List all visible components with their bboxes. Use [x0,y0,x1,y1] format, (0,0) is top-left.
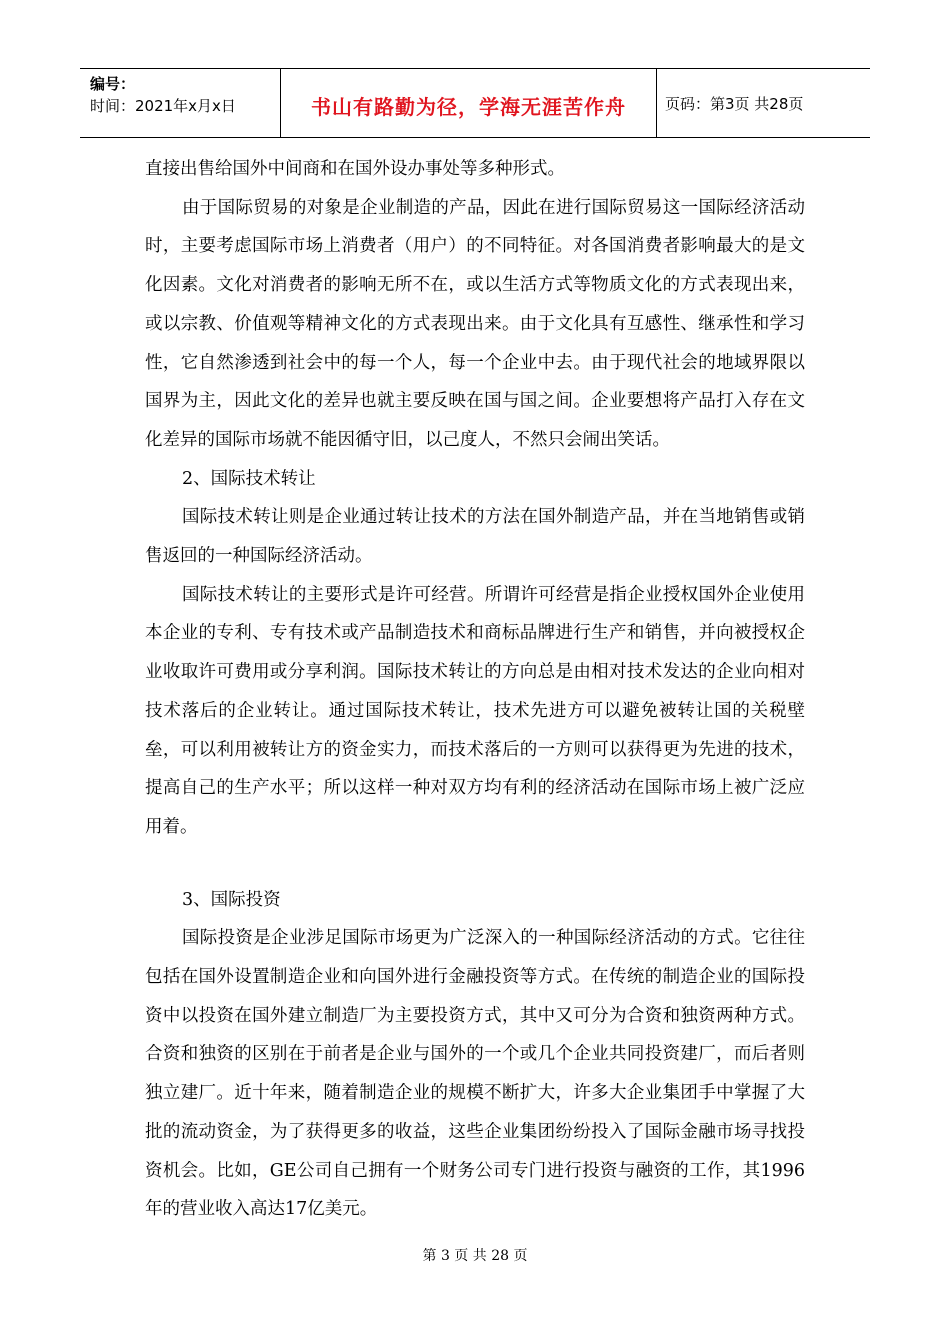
header-info-cell [80,69,281,137]
paragraph-international-investment: 国际投资是企业涉足国际市场更为广泛深入的一种国际经济活动的方式。它往往包括在国外设置制造企业和向国外进行金融投资等方式。在传统的制造企业的国际投资中以投资在国外建立制造厂为主要投资方式，其中又可分为合资和独资两种方式。合资和独资的区别在于前者是企业与国外的一个或几个企业共同投资建厂，而后者则独立建厂。近十年来，随着制造企业的规模不断扩大，许多大企业集团手中掌握了大批的流动资金，为了获得更多的收益，这些企业集团纷纷投入了国际金融市场寻找投资机会。比如，GE公司自己拥有一个财务公司专门进行投资与融资的工作，其1996年的营业收入高达17亿美元。 [145,928,805,1220]
section-heading-technology-transfer: 2、国际技术转让 [182,468,316,489]
header-motto-cell [281,69,657,137]
header-motto: 书山有路勤为径，学海无涯苦作舟 [311,95,626,119]
document-body [145,150,805,1229]
document-date-label: 时间：2021年x月x日 [90,97,236,115]
paragraph-technology-transfer-definition: 国际技术转让则是企业通过转让技术的方法在国外制造产品，并在当地销售或销售返回的一种国际经济活动。 [145,507,805,567]
page-footer: 第 3 页 共 28 页 [422,1248,528,1264]
header-page-number: 页码：第3页 共28页 [665,95,804,113]
paragraph-trade-culture: 由于国际贸易的对象是企业制造的产品，因此在进行国际贸易这一国际经济活动时，主要考虑国际市场上消费者（用户）的不同特征。对各国消费者影响最大的是文化因素。文化对消费者的影响无所不在，或以生活方式等物质文化的方式表现出来，或以宗教、价值观等精神文化的方式表现出来。由于文化具有互感性、继承性和学习性，它自然渗透到社会中的每一个人，每一个企业中去。由于现代社会的地域界限以国界为主，因此文化的差异也就主要反映在国与国之间。企业要想将产品打入存在文化差异的国际市场就不能因循守旧，以己度人，不然只会闹出笑话。 [145,197,805,450]
document-number-label: 编号： [90,75,136,93]
page-header [80,68,870,138]
paragraph-licensing: 国际技术转让的主要形式是许可经营。所谓许可经营是指企业授权国外企业使用本企业的专利、专有技术或产品制造技术和商标品牌进行生产和销售，并向被授权企业收取许可费用或分享利润。国际技术转让的方向总是由相对技术发达的企业向相对技术落后的企业转让。通过国际技术转让，技术先进方可以避免被转让国的关税壁垒，可以利用被转让方的资金实力，而技术落后的一方则可以获得更为先进的技术，提高自己的生产水平；所以这样一种对双方均有利的经济活动在国际市场上被广泛应用着。 [145,584,805,837]
header-page-cell [657,69,870,137]
paragraph-continuation: 直接出售给国外中间商和在国外设办事处等多种形式。 [145,159,565,179]
paragraph-gap [145,847,805,881]
section-heading-investment: 3、国际投资 [182,889,281,910]
